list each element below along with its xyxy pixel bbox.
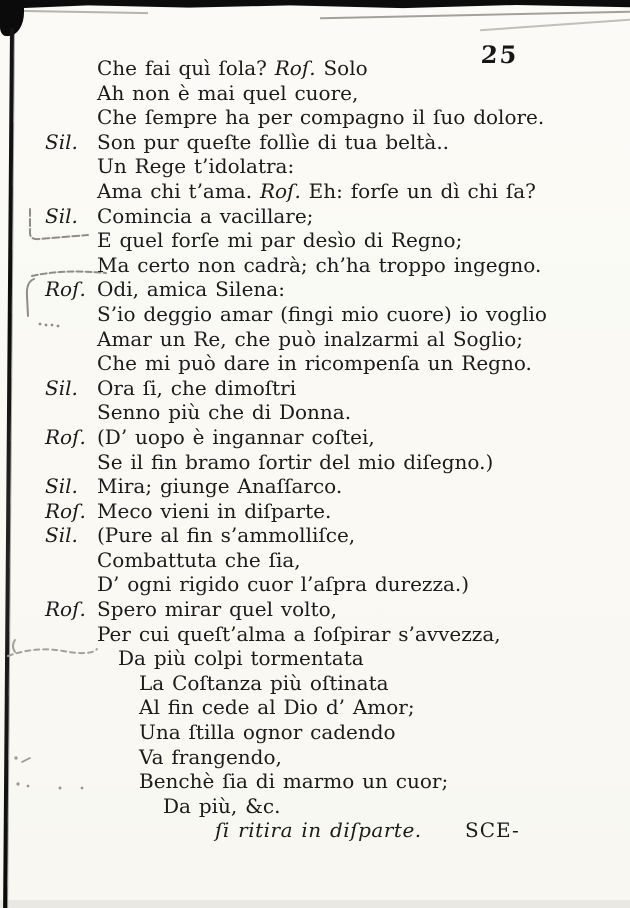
verse-line <box>97 400 630 425</box>
verse-text: (Pure al fin s’ammolliſce, <box>97 523 356 548</box>
verse-line <box>97 179 630 204</box>
verse-text: Ma certo non cadrà; ch’ha troppo ingegno. <box>97 252 542 277</box>
verse-line <box>97 302 630 327</box>
verse-line <box>97 794 630 819</box>
speaker-label: Sil. <box>45 523 78 548</box>
verse-text: Son pur queſte follìe di tua beltà.. <box>97 129 450 154</box>
verse-line <box>97 572 630 597</box>
verse-text: Al fin cede al Dio d’ Amor; <box>139 695 415 720</box>
verse-text: Per cui queſt’alma a ſoſpirar s’avvezza, <box>97 621 501 646</box>
verse-line <box>45 474 630 499</box>
verse-line <box>97 228 630 253</box>
speaker-label: Sil. <box>45 375 78 400</box>
verse-text: Combattuta che ſia, <box>97 547 301 572</box>
verse-line <box>97 253 630 278</box>
verse-line <box>45 498 630 524</box>
verse-text: Benchè ſia di marmo un cuor; <box>139 769 449 794</box>
verse-line <box>97 56 630 81</box>
verse-line <box>97 450 630 475</box>
verse-text: Ah non è mai quel cuore, <box>97 80 359 105</box>
verse-text: Da più colpi tormentata <box>118 646 364 671</box>
verse-line <box>45 203 630 229</box>
verse-line <box>97 105 630 130</box>
verse-text: Ama chi t’ama. <box>97 178 260 203</box>
pencil-squiggle-icon <box>5 636 100 662</box>
verse-text: Meco vieni in diſparte. <box>97 498 332 523</box>
verse-line <box>97 327 630 352</box>
verse-text: Comincia a vacillare; <box>97 203 314 228</box>
verse-text: (D’ uopo è ingannar coſtei, <box>97 424 375 449</box>
inline-speaker-ref: Roſ. <box>274 56 316 80</box>
verse-text: Che ſempre ha per compagno il ſuo dolore. <box>97 105 545 130</box>
verse-text: Un Rege t’idolatra: <box>97 154 295 179</box>
speaker-label: Roſ. <box>45 597 86 622</box>
verse-line <box>45 129 630 155</box>
direction-line <box>97 818 630 844</box>
stage-direction: ſi ritira in diſparte. <box>215 818 422 843</box>
verse-text: La Coſtanza più oſtinata <box>139 670 389 695</box>
verse-text: E quel forſe mi par desìo di Regno; <box>97 228 463 253</box>
verse-line <box>97 154 630 179</box>
verse-text: Ora ſi, che dimoſtri <box>97 375 297 400</box>
verse-line <box>45 375 630 401</box>
verse-line <box>97 548 630 573</box>
verse-text: Odi, amica Silena: <box>97 277 285 302</box>
verse-text: S’io deggio amar (fingi mio cuore) io voglio <box>97 301 547 326</box>
speaker-label: Sil. <box>45 203 78 228</box>
page-number: 25 <box>479 40 520 69</box>
pencil-dots-icon <box>8 748 108 794</box>
verse-text: Da più, &c. <box>163 793 281 818</box>
verse-line <box>97 769 630 794</box>
verse-line <box>97 720 630 745</box>
speaker-label: Sil. <box>45 129 78 154</box>
verse-text: Amar un Re, che può inalzarmi al Soglio; <box>97 326 523 351</box>
verse-text: Se il fin bramo ſortir del mio diſegno.) <box>97 449 494 474</box>
speaker-label: Roſ. <box>45 277 86 302</box>
verse-line <box>45 277 630 302</box>
verse-line <box>97 745 630 770</box>
verse-line <box>97 622 630 647</box>
verse-text: Mira; giunge Anaſſarco. <box>97 474 343 499</box>
verse-line <box>45 597 630 622</box>
verse-line <box>45 424 630 450</box>
verse-text: Solo <box>315 56 368 80</box>
speaker-label: Roſ. <box>45 424 86 449</box>
speaker-label: Roſ. <box>45 498 86 523</box>
verse-line <box>45 523 630 548</box>
verse-line <box>97 695 630 720</box>
verse-text: Eh: forſe un dì chi ſa? <box>300 178 536 203</box>
verse-text: Una ſtilla ognor cadendo <box>139 720 396 745</box>
catchword: SCE- <box>465 818 520 843</box>
verse-line <box>97 646 630 671</box>
verse-text: Spero mirar quel volto, <box>97 597 338 622</box>
speaker-label: Sil. <box>45 474 78 499</box>
inline-speaker-ref: Roſ. <box>259 178 301 203</box>
verse-lines <box>45 56 630 844</box>
verse-line <box>97 671 630 696</box>
verse-text: Senno più che di Donna. <box>97 400 352 425</box>
verse-text: Che fai quì ſola? <box>97 56 275 80</box>
verse-text: D’ ogni rigido cuor l’aſpra durezza.) <box>97 572 470 597</box>
verse-line <box>97 81 630 106</box>
verse-text: Va frangendo, <box>139 744 282 769</box>
verse-text: Che mi può dare in ricompenſa un Regno. <box>97 351 532 376</box>
verse-line <box>97 351 630 376</box>
